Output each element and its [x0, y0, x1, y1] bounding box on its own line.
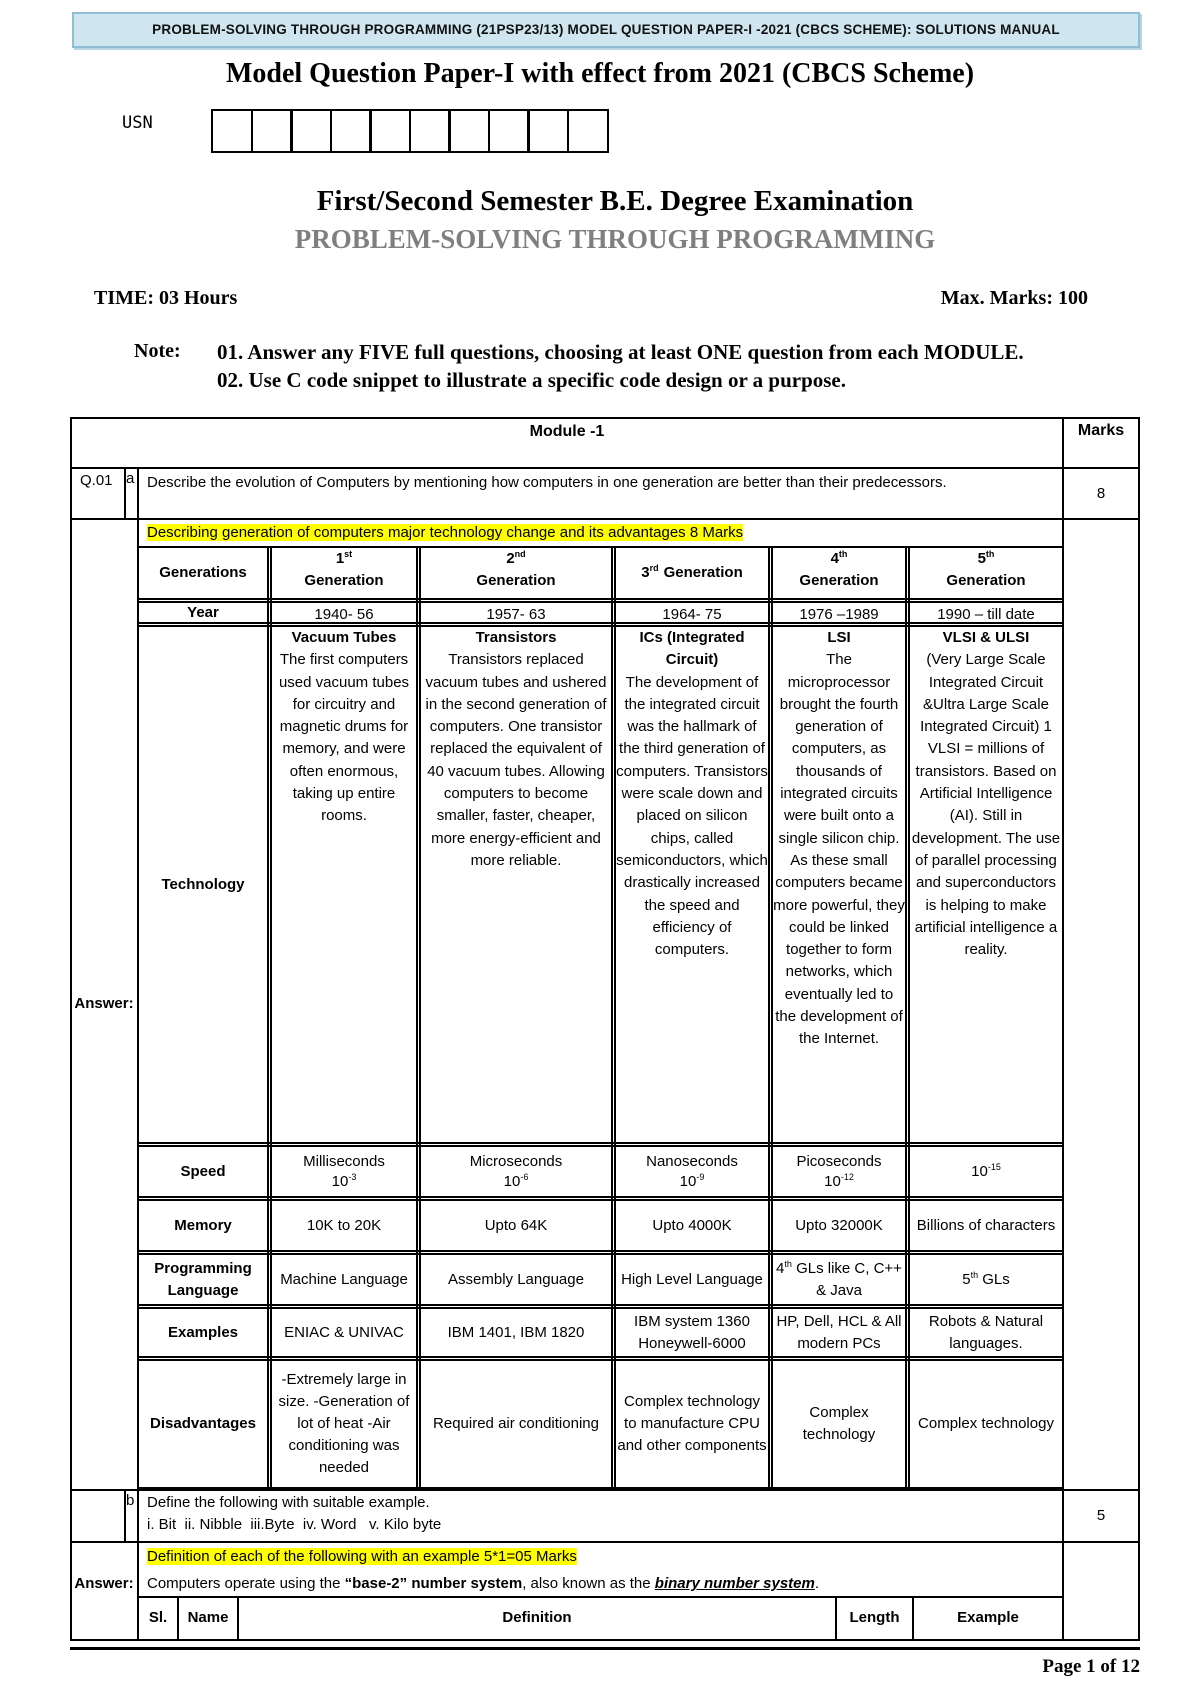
def-header-length: Length [849, 1609, 900, 1626]
language-cell: High Level Language [621, 1270, 763, 1288]
question-number: Q.01 [80, 472, 113, 489]
examples-cell: HP, Dell, HCL & All modern PCs [776, 1312, 902, 1352]
technology-cell: Transistors Transistors replaced vacuum tubes and ushered in the second generation of computers. One transistor replaced the equivalent of 40 vacuum tubes. Allowing computers to become smaller, faster, cheaper, more energy-efficient and more reliable. [425, 629, 607, 869]
usn-box [330, 109, 372, 153]
year-cell: 1957- 63 [486, 606, 546, 623]
disadvantages-cell: Required air conditioning [433, 1415, 599, 1432]
usn-label: USN [122, 113, 153, 133]
row-label-language: Programming Language [154, 1259, 252, 1299]
examples-cell: IBM 1401, IBM 1820 [447, 1323, 585, 1341]
disadvantages-cell: Complex technology to manufacture CPU and other components [617, 1393, 767, 1454]
usn-box [409, 109, 451, 153]
header-banner: PROBLEM-SOLVING THROUGH PROGRAMMING (21PSP23/13) MODEL QUESTION PAPER-I -2021 (CBCS SCHEME): SOLUTIONS MANUAL [72, 12, 1140, 48]
disadvantages-cell: -Extremely large in size. -Generation of lot of heat -Air conditioning was needed [278, 1371, 410, 1476]
note-2: 02. Use C code snippet to illustrate a specific code design or a purpose. [217, 368, 847, 392]
answer-a-highlight: Describing generation of computers major technology change and its advantages 8 Marks [147, 524, 744, 541]
def-header-name: Name [187, 1609, 229, 1626]
note-label: Note: [134, 340, 181, 362]
speed-cell: Picoseconds $10^{-12}$ [796, 1152, 882, 1190]
usn-box [211, 109, 253, 153]
exam-title: First/Second Semester B.E. Degree Examination [316, 185, 914, 217]
usn-box [290, 109, 332, 153]
speed-cell: $10^{-15}$ [971, 1161, 1001, 1180]
row-label-header: Generations [159, 564, 247, 581]
technology-cell: VLSI & ULSI (Very Large Scale Integrated Circuit &Ultra Large Scale Integrated Circuit) 1 VLSI = millions of transistors. Based on Artificial Intelligence (AI). Still in development. The use of parallel processing and superconductors is helping to make artificial intelligence a reality. [911, 629, 1061, 959]
row-label-examples: Examples [167, 1323, 239, 1341]
language-cell: 5th GLs [962, 1269, 1010, 1288]
question-part-a: a [126, 470, 135, 487]
question-b-text: Define the following with suitable example. [147, 1494, 430, 1511]
year-cell: 1990 – till date [937, 606, 1035, 623]
examples-cell: IBM system 1360 Honeywell-6000 [634, 1312, 750, 1352]
technology-cell: LSI The microprocessor brought the fourth generation of computers, as thousands of integrated circuits were built onto a single silicon chip. As these small computers became more powerful, they could be linked together to form networks, which eventually led to the development of the Internet. [773, 629, 905, 1048]
page-number: Page 1 of 12 [1042, 1656, 1140, 1677]
footer-rule [70, 1647, 1140, 1650]
row-label-memory: Memory [174, 1216, 232, 1234]
memory-cell: Upto 4000K [652, 1216, 732, 1234]
def-header-definition: Definition [502, 1609, 572, 1626]
module-title: Module -1 [529, 423, 605, 440]
max-marks: Max. Marks: 100 [940, 287, 1088, 309]
generation-header-1: 1st Generation [304, 549, 384, 589]
memory-cell: Upto 32000K [795, 1216, 883, 1234]
memory-cell: Upto 64K [484, 1216, 548, 1234]
usn-box [567, 109, 609, 153]
year-cell: 1964- 75 [662, 606, 722, 623]
paper-title: Model Question Paper-I with effect from 2021 (CBCS Scheme) [225, 58, 975, 89]
row-label-technology: Technology [161, 875, 245, 893]
answer-b-highlight: Definition of each of the following with an example 5*1=05 Marks [147, 1548, 577, 1565]
language-cell: Machine Language [280, 1270, 408, 1288]
technology-cell: Vacuum Tubes The first computers used vacuum tubes for circuitry and magnetic drums for memory, and were often enormous, taking up entire rooms. [278, 629, 410, 825]
answer-a-label: Answer: [74, 995, 134, 1012]
question-a-marks: 8 [1096, 484, 1106, 502]
row-label-year: Year [187, 603, 219, 621]
def-header-example: Example [957, 1609, 1019, 1626]
generation-header-3: 3rd Generation [641, 563, 743, 581]
technology-cell: ICs (Integrated Circuit) The development of the integrated circuit was the hallmark of the third generation of computers. Transistors were scale down and placed on silicon chips, called semiconductors, which drastically increased the speed and efficiency of computers. [616, 629, 768, 959]
exam-time: TIME: 03 Hours [94, 287, 238, 309]
question-b-items: i. Bit ii. Nibble iii.Byte iv. Word v. Kilo byte [147, 1516, 442, 1533]
marks-header: Marks [1077, 422, 1125, 439]
language-cell: 4th GLs like C, C++ & Java [776, 1258, 902, 1299]
note-1: 01. Answer any FIVE full questions, choosing at least ONE question from each MODULE. [217, 340, 1024, 364]
speed-cell: Microseconds $10^{-6}$ [469, 1152, 563, 1190]
usn-box [251, 109, 293, 153]
question-part-b: b [126, 1492, 135, 1509]
row-label-disadvantages: Disadvantages [150, 1415, 256, 1432]
usn-box [448, 109, 490, 153]
row-label-speed: Speed [180, 1162, 226, 1180]
question-a-text: Describe the evolution of Computers by mentioning how computers in one generation are better than their predecessors. [147, 474, 947, 491]
generation-header-5: 5th Generation [946, 549, 1026, 589]
answer-b-label: Answer: [74, 1575, 134, 1592]
disadvantages-cell: Complex technology [918, 1415, 1054, 1432]
speed-cell: Nanoseconds $10^{-9}$ [646, 1152, 738, 1190]
usn-boxes [211, 109, 609, 153]
disadvantages-cell: Complex technology [802, 1404, 876, 1443]
year-cell: 1976 –1989 [799, 606, 879, 623]
examples-cell: ENIAC & UNIVAC [284, 1323, 404, 1341]
question-b-marks: 5 [1096, 1507, 1106, 1524]
speed-cell: Milliseconds $10^{-3}$ [303, 1152, 385, 1190]
generation-header-2: 2nd Generation [476, 549, 556, 589]
usn-box [527, 109, 569, 153]
memory-cell: 10K to 20K [306, 1216, 382, 1234]
usn-box [488, 109, 530, 153]
subject-title: PROBLEM-SOLVING THROUGH PROGRAMMING [294, 224, 936, 254]
examples-cell: Robots & Natural languages. [928, 1312, 1044, 1352]
year-cell: 1940- 56 [314, 606, 374, 623]
language-cell: Assembly Language [448, 1270, 584, 1288]
def-header-sl: Sl. [148, 1609, 168, 1626]
usn-box [369, 109, 411, 153]
answer-b-intro: Computers operate using the “base-2” number system, also known as the binary number system. [147, 1575, 820, 1592]
generation-header-4: 4th Generation [799, 549, 879, 589]
memory-cell: Billions of characters [916, 1216, 1056, 1234]
